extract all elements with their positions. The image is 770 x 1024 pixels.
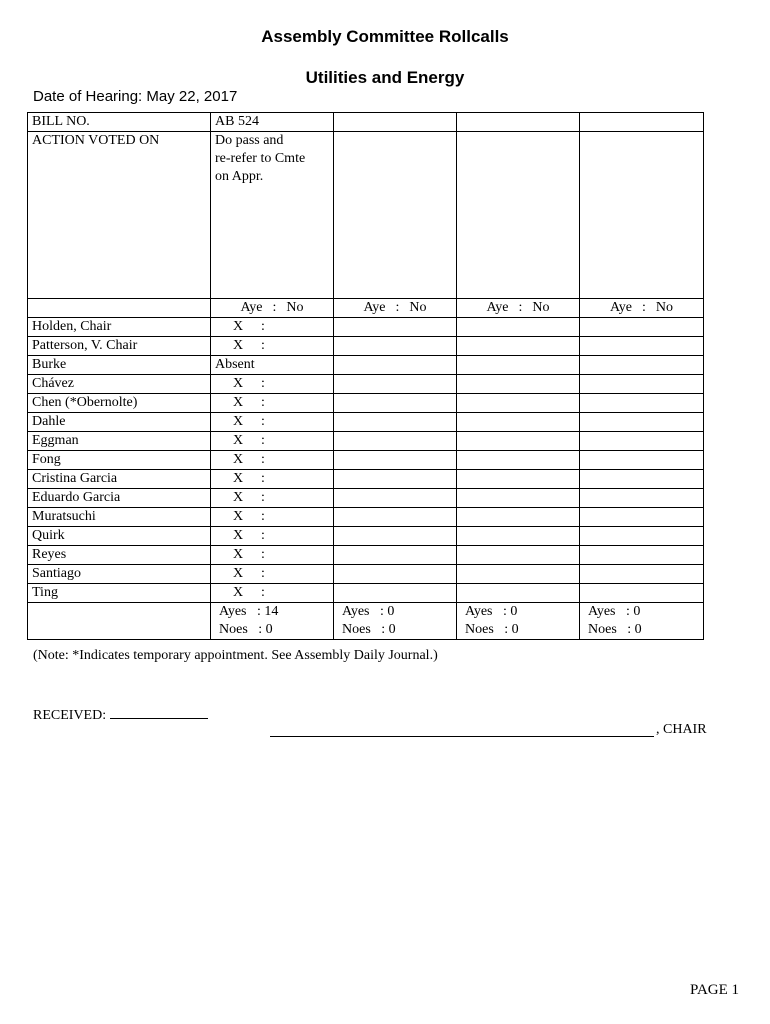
vote-mark [215, 584, 265, 602]
vote-cell-empty [580, 318, 704, 337]
aye-vote: X [233, 395, 244, 410]
chair-label: , CHAIR [656, 722, 707, 737]
colon-separator: : [261, 509, 265, 524]
aye-vote: X [233, 490, 244, 505]
vote-cell-empty [580, 470, 704, 489]
member-name: Dahle [28, 413, 211, 432]
vote-cell-empty [457, 375, 580, 394]
member-row [28, 489, 704, 508]
action-row [28, 132, 704, 299]
vote-cell [211, 413, 334, 432]
member-row [28, 394, 704, 413]
member-name: Burke [28, 356, 211, 375]
aye-vote: X [233, 338, 244, 353]
aye-vote: X [233, 566, 244, 581]
aye-vote: X [233, 452, 244, 467]
vote-cell [211, 489, 334, 508]
vote-mark [215, 432, 265, 450]
vote-cell-empty [334, 375, 457, 394]
aye-label: Aye [240, 300, 263, 315]
member-name: Holden, Chair [28, 318, 211, 337]
action-line: re-refer to Cmte [215, 151, 306, 166]
member-row [28, 413, 704, 432]
vote-mark [215, 546, 265, 564]
bill-number: AB 524 [211, 113, 334, 132]
totals-cell [334, 603, 457, 640]
vote-cell-empty [580, 432, 704, 451]
vote-cell-empty [334, 394, 457, 413]
vote-cell-empty [334, 527, 457, 546]
vote-cell [211, 508, 334, 527]
totals-cell [580, 603, 704, 640]
aye-vote: X [233, 414, 244, 429]
blank-cell [28, 299, 211, 318]
vote-cell-empty [457, 470, 580, 489]
vote-cell-empty [580, 337, 704, 356]
member-row [28, 527, 704, 546]
vote-mark [215, 451, 265, 469]
colon-separator: : [518, 300, 523, 315]
no-label: No [655, 300, 674, 315]
vote-mark [215, 508, 265, 526]
vote-cell [211, 337, 334, 356]
noes-total: Noes : 0 [588, 622, 642, 637]
vote-cell-empty [457, 337, 580, 356]
vote-mark [215, 375, 265, 393]
member-row [28, 508, 704, 527]
aye-vote: X [233, 471, 244, 486]
totals-row [28, 603, 704, 640]
vote-cell-empty [457, 451, 580, 470]
vote-cell [211, 318, 334, 337]
colon-separator: : [261, 471, 265, 486]
member-row [28, 375, 704, 394]
member-row [28, 470, 704, 489]
vote-cell-empty [334, 565, 457, 584]
vote-mark [215, 394, 265, 412]
vote-mark [215, 470, 265, 488]
vote-cell-empty [580, 489, 704, 508]
member-row [28, 451, 704, 470]
vote-cell-empty [334, 546, 457, 565]
member-name: Santiago [28, 565, 211, 584]
colon-separator: : [261, 585, 265, 600]
aye-vote: X [233, 509, 244, 524]
action-cell [457, 132, 580, 299]
noes-total: Noes : 0 [219, 622, 273, 637]
vote-cell-empty [580, 451, 704, 470]
vote-cell-empty [580, 527, 704, 546]
member-name: Quirk [28, 527, 211, 546]
vote-mark [215, 337, 265, 355]
vote-cell-empty [334, 356, 457, 375]
colon-separator: : [261, 433, 265, 448]
vote-cell-empty [334, 451, 457, 470]
vote-mark [215, 527, 265, 545]
colon-separator: : [642, 300, 646, 315]
vote-cell-empty [457, 394, 580, 413]
vote-cell [211, 470, 334, 489]
bill-row [28, 113, 704, 132]
ayes-total: Ayes : 0 [588, 604, 641, 619]
aye-vote: X [233, 433, 244, 448]
vote-cell-empty [334, 318, 457, 337]
vote-cell-empty [457, 508, 580, 527]
vote-cell [211, 432, 334, 451]
vote-cell-empty [580, 375, 704, 394]
member-row [28, 432, 704, 451]
action-cell [334, 132, 457, 299]
member-row [28, 337, 704, 356]
aye-vote: X [233, 585, 244, 600]
aye-no-header [211, 299, 334, 318]
totals-cell [211, 603, 334, 640]
aye-no-labels [338, 299, 456, 317]
action-cell [211, 132, 334, 299]
vote-cell-empty [334, 508, 457, 527]
vote-cell [211, 565, 334, 584]
received-field [33, 704, 208, 724]
member-row [28, 546, 704, 565]
bill-no-label: BILL NO. [28, 113, 211, 132]
vote-mark [215, 413, 265, 431]
vote-mark [215, 489, 265, 507]
chair-signature-line [270, 736, 654, 737]
vote-cell-empty [334, 337, 457, 356]
noes-total: Noes : 0 [342, 622, 396, 637]
member-row [28, 356, 704, 375]
bill-number [580, 113, 704, 132]
member-name: Patterson, V. Chair [28, 337, 211, 356]
aye-no-header [457, 299, 580, 318]
colon-separator: : [395, 300, 400, 315]
vote-cell-empty [457, 546, 580, 565]
vote-cell-empty [580, 394, 704, 413]
member-name: Chen (*Obernolte) [28, 394, 211, 413]
vote-cell-empty [457, 432, 580, 451]
aye-label: Aye [363, 300, 386, 315]
aye-vote: X [233, 547, 244, 562]
action-cell [580, 132, 704, 299]
no-label: No [532, 300, 550, 315]
vote-cell [211, 375, 334, 394]
colon-separator: : [261, 566, 265, 581]
colon-separator: : [261, 319, 265, 334]
absent-vote: Absent [215, 357, 255, 372]
aye-no-header [334, 299, 457, 318]
vote-cell [211, 394, 334, 413]
vote-cell-empty [580, 546, 704, 565]
bill-number [457, 113, 580, 132]
ayes-total: Ayes : 0 [342, 604, 395, 619]
vote-cell-empty [334, 413, 457, 432]
blank-cell [28, 603, 211, 640]
vote-cell [211, 451, 334, 470]
colon-separator: : [261, 528, 265, 543]
vote-cell-empty [580, 565, 704, 584]
aye-no-labels [461, 299, 579, 317]
totals-cell [457, 603, 580, 640]
member-name: Ting [28, 584, 211, 603]
aye-no-header [580, 299, 704, 318]
vote-cell-empty [457, 318, 580, 337]
action-line: on Appr. [215, 169, 264, 184]
vote-cell-empty [457, 527, 580, 546]
colon-separator: : [261, 452, 265, 467]
vote-mark [215, 565, 265, 583]
colon-separator: : [261, 490, 265, 505]
received-label: RECEIVED: [33, 708, 107, 723]
colon-separator: : [272, 300, 277, 315]
aye-label: Aye [486, 300, 509, 315]
document-title: Assembly Committee Rollcalls [261, 27, 509, 46]
bill-number [334, 113, 457, 132]
page-number: PAGE 1 [690, 982, 740, 998]
vote-cell-empty [457, 356, 580, 375]
action-line: Do pass and [215, 133, 284, 148]
colon-separator: : [261, 547, 265, 562]
colon-separator: : [261, 338, 265, 353]
vote-cell [211, 546, 334, 565]
vote-cell-empty [334, 489, 457, 508]
vote-cell [211, 356, 334, 375]
vote-cell [211, 527, 334, 546]
vote-cell-empty [457, 489, 580, 508]
aye-no-labels [215, 299, 333, 317]
aye-no-header-row [28, 299, 704, 318]
aye-no-labels [584, 299, 703, 317]
vote-cell-empty [457, 413, 580, 432]
colon-separator: : [261, 376, 265, 391]
committee-name: Utilities and Energy [305, 68, 465, 87]
ayes-total: Ayes : 0 [465, 604, 518, 619]
aye-label: Aye [609, 300, 633, 315]
member-name: Eduardo Garcia [28, 489, 211, 508]
vote-mark [215, 318, 265, 336]
member-row [28, 565, 704, 584]
no-label: No [286, 300, 304, 315]
member-row [28, 318, 704, 337]
vote-cell-empty [457, 584, 580, 603]
aye-vote: X [233, 376, 244, 391]
vote-cell-empty [580, 356, 704, 375]
rollcall-table [27, 112, 704, 640]
aye-vote: X [233, 528, 244, 543]
vote-cell-empty [580, 413, 704, 432]
noes-total: Noes : 0 [465, 622, 519, 637]
received-signature-line [110, 704, 208, 719]
colon-separator: : [261, 414, 265, 429]
appointment-note: (Note: *Indicates temporary appointment. See Assembly Daily Journal.) [33, 648, 438, 663]
member-name: Chávez [28, 375, 211, 394]
vote-cell-empty [334, 584, 457, 603]
no-label: No [409, 300, 427, 315]
vote-cell [211, 584, 334, 603]
member-name: Fong [28, 451, 211, 470]
member-name: Cristina Garcia [28, 470, 211, 489]
member-name: Reyes [28, 546, 211, 565]
colon-separator: : [261, 395, 265, 410]
vote-cell-empty [580, 508, 704, 527]
vote-cell-empty [457, 565, 580, 584]
vote-cell-empty [334, 432, 457, 451]
vote-cell-empty [334, 470, 457, 489]
aye-vote: X [233, 319, 244, 334]
member-name: Muratsuchi [28, 508, 211, 527]
vote-cell-empty [580, 584, 704, 603]
action-label: ACTION VOTED ON [28, 132, 211, 299]
member-name: Eggman [28, 432, 211, 451]
ayes-total: Ayes : 14 [219, 604, 279, 619]
member-row [28, 584, 704, 603]
hearing-date: Date of Hearing: May 22, 2017 [33, 88, 238, 105]
